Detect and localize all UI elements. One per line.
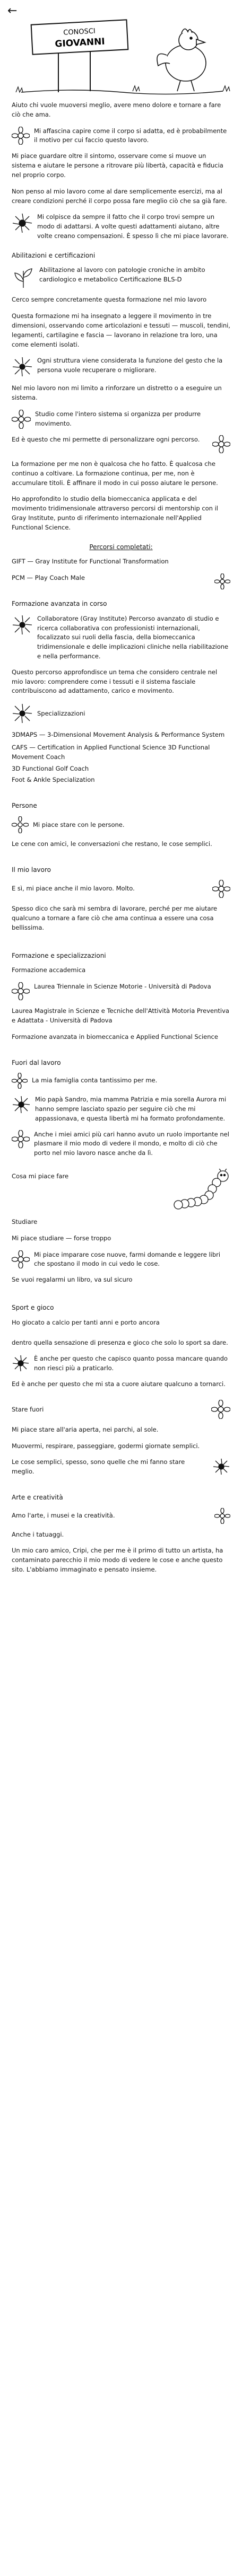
certs-text-6: Studio come l'intero sistema si organizza per produrre movimento.: [35, 410, 201, 427]
star-flower-icon: [12, 703, 33, 724]
star-flower-icon: [12, 1354, 30, 1372]
arte-text-1: Amo l'arte, i musei e la creatività.: [12, 1511, 115, 1519]
fuori-text-2: Mio papà Sandro, mia mamma Patrizia e mia sorella Aurora mi hanno sempre lasciato spazio per seguire ciò che mi appassionava, e questa libertà mi ha formato profondamente.: [35, 1096, 227, 1122]
certs-text-1: Abilitazione al lavoro con patologie croniche in ambito cardiologico e metabolico Certificazione BLS-D: [39, 266, 205, 284]
flower-icon: [12, 213, 33, 234]
arte-text-3: Un mio caro amico, Cripi, che per me è il primo di tutto un artista, ha contaminato parecchio il mio modo di vedere le cose e anche questo sito. L'abbiamo immaginato e pensato insieme.: [12, 1547, 223, 1574]
certs-text-3: Questa formazione mi ha insegnato a leggere il movimento in tre dimensioni, osservando come articolazioni e tessuti — muscoli, tendini, legamenti, cartilagine e fascia — lavorano in relazione tra loro, una come elementi isolati.: [12, 312, 230, 348]
sport-text-1: Ho giocato a calcio per tanti anni e porto ancora: [12, 1318, 160, 1326]
flower-icon: [12, 1130, 30, 1148]
certs-text-7: Ed è questo che mi permette di personalizzare ogni percorso.: [12, 436, 200, 444]
lavoro-text-2: Spesso dico che sarà mi sembra di lavorare, perché per me aiutare qualcuno a tornare a fare ciò che ama continua a essere una cosa bellissima.: [12, 905, 218, 931]
back-arrow-button[interactable]: ←: [7, 4, 18, 17]
caterpillar-icon: [172, 1169, 230, 1211]
sport-text-3: È anche per questo che capisco quanto possa mancare quando non riesci più a praticarlo.: [34, 1355, 228, 1372]
flower-icon: [212, 880, 230, 898]
star-flower-icon: [12, 1095, 31, 1114]
flower-icon: [12, 127, 30, 145]
star-flower-icon: [12, 356, 33, 377]
intro-text-2: Mi affascina capire come il corpo si adatta, ed è probabilmente il motivo per cui faccio questo lavoro.: [34, 127, 227, 144]
course-item-1: GIFT — Gray Institute for Functional Transformation: [12, 558, 169, 566]
ongoing-text-1: Collaboratore (Gray Institute) Percorso avanzato di studio e ricerca collaborativa con professionisti internazionali, focalizzato sui ruoli della fascia, della biomeccanica tridimensionale e delle implicazioni cliniche nella riabilitazione e nella performance.: [37, 614, 229, 660]
ongoing-text-2: Questo percorso approfondisce un tema che considero centrale nel mio lavoro: comprendere come i tessuti e il sistema fasciale contribuiscono ad adattamento, carico e movimento.: [12, 668, 218, 695]
spec-item-1: 3DMAPS — 3-Dimensional Movement Analysis & Performance System: [12, 731, 225, 739]
piace-subtitle: Studiare: [12, 1218, 38, 1226]
persone-text-2: Le cene con amici, le conversazioni che restano, le cose semplici.: [12, 840, 212, 848]
sport-text-2: dentro quella sensazione di presenza e gioco che solo lo sport sa dare.: [12, 1338, 228, 1346]
intro-text-3: Mi piace guardare oltre il sintomo, osservare come si muove un sistema e aiutare le persone a ritrovare più libertà, capacità e fiducia nel proprio corpo.: [12, 152, 223, 179]
hero-illustration: [0, 18, 242, 98]
spec-item-2: CAFS — Certification in Applied Functional Science 3D Functional Movement Coach: [12, 744, 210, 761]
certs-text-4: Ogni struttura viene considerata la funzione del gesto che la persona vuole recuperare o migliorare.: [37, 357, 223, 374]
stare-text-1: Mi piace stare all'aria aperta, nei parchi, al sole.: [12, 1425, 159, 1433]
spec-item-4: Foot & Ankle Specialization: [12, 776, 95, 784]
fuori-text-3: Anche i miei amici più cari hanno avuto un ruolo importante nel plasmare il mio modo di vedere il mondo, e molto di ciò che porto nel mio lavoro nasce anche da lì.: [34, 1130, 229, 1157]
edu-item-2: Laurea Magistrale in Scienze e Tecniche dell'Attività Motoria Preventiva e Adattata - Università di Padova: [12, 1007, 229, 1024]
stare-title: Stare fuori: [12, 1405, 44, 1413]
certs-text-5: Nel mio lavoro non mi limito a rinforzare un distretto o a eseguire un sistema.: [12, 384, 222, 402]
flower-icon: [214, 574, 230, 589]
piace-title: Cosa mi piace fare: [12, 1172, 69, 1180]
flower-icon: [12, 816, 29, 833]
flower-icon: [214, 1508, 230, 1524]
intro-text-1: Aiuto chi vuole muoversi meglio, avere meno dolore e tornare a fare ciò che ama.: [12, 101, 221, 118]
piace-text-2: Mi piace imparare cose nuove, farmi domande e leggere libri che spostano il modo in cui vedo le cose.: [34, 1250, 221, 1268]
fuori-title: Fuori dal lavoro: [12, 1058, 61, 1066]
stare-text-2: Muovermi, respirare, passeggiare, godermi giornate semplici.: [12, 1442, 200, 1450]
leaf-plant-icon: [12, 266, 35, 289]
sign-line2: GIOVANNI: [55, 36, 106, 50]
flower-icon: [12, 410, 31, 429]
stare-text-3: Le cose semplici, spesso, sono quelle che mi fanno stare meglio.: [12, 1458, 185, 1476]
spec-item-3: 3D Functional Golf Coach: [12, 764, 89, 772]
edu-item-1: Laurea Triennale in Scienze Motorie - Università di Padova: [34, 983, 211, 991]
flower-icon: [12, 982, 30, 1000]
main-content: [0, 101, 242, 1582]
sport-text-4: Ed è anche per questo che mi sta a cuore aiutare qualcuno a tornarci.: [12, 1380, 226, 1388]
flower-icon: [211, 1400, 230, 1419]
sign-line1: CONOSCI: [63, 27, 96, 37]
ongoing-title: Formazione avanzata in corso: [12, 600, 107, 608]
arte-text-2: Anche i tatuaggi.: [12, 1530, 64, 1538]
sport-title: Sport e gioco: [12, 1304, 54, 1312]
specs-title: Specializzazioni: [37, 710, 85, 718]
piace-text-1: Mi piace studiare — forse troppo: [12, 1234, 111, 1242]
flower-icon: [12, 1250, 30, 1268]
persone-title: Persone: [12, 802, 37, 810]
course-item-2: PCM — Play Coach Male: [12, 574, 85, 582]
edu-item-3: Formazione avanzata in biomeccanica e Applied Functional Science: [12, 1033, 218, 1040]
flower-icon: [12, 1073, 28, 1089]
edu-title: Formazione e specializzazioni: [12, 951, 106, 959]
certs-title: Abilitazioni e certificazioni: [12, 251, 96, 259]
lavoro-title: Il mio lavoro: [12, 866, 51, 874]
lavoro-text-1: E sì, mi piace anche il mio lavoro. Molto.: [12, 885, 135, 893]
fuori-text-1: La mia famiglia conta tantissimo per me.: [32, 1077, 158, 1084]
arte-title: Arte e creatività: [12, 1494, 63, 1501]
courses-title: Percorsi completati:: [89, 543, 153, 551]
intro-text-4: Non penso al mio lavoro come al dare semplicemente esercizi, ma al creare condizioni perché il corpo possa fare meglio ciò che sa già fare.: [12, 187, 227, 205]
edu-subtitle: Formazione accademica: [12, 966, 86, 974]
intro-text-5: Mi colpisce da sempre il fatto che il corpo trovi sempre un modo di adattarsi. A volte questi adattamenti aiutano, altre volte creano compensazioni. È spesso lì che mi piace lavorare.: [37, 213, 229, 240]
certs-text-2: Cerco sempre concretamente questa formazione nel mio lavoro: [12, 296, 207, 304]
certs-text-8: La formazione per me non è qualcosa che ho fatto. È qualcosa che continuo a coltivare. La formazione continua, per me, non è accumulare titoli. È affinare il modo in cui posso aiutare le persone.: [12, 460, 218, 487]
flower-icon: [212, 435, 230, 453]
star-flower-icon: [12, 614, 33, 636]
piace-text-3: Se vuoi regalarmi un libro, va sul sicuro: [12, 1276, 133, 1284]
star-flower-icon: [212, 1458, 230, 1476]
certs-text-9: Ho approfondito lo studio della biomeccanica applicata e del movimento tridimensionale attraverso percorsi di mentorship con il Gray Institute, punto di riferimento internazionale nell'Applied Functional Science.: [12, 495, 219, 531]
persone-text-1: Mi piace stare con le persone.: [33, 821, 125, 828]
